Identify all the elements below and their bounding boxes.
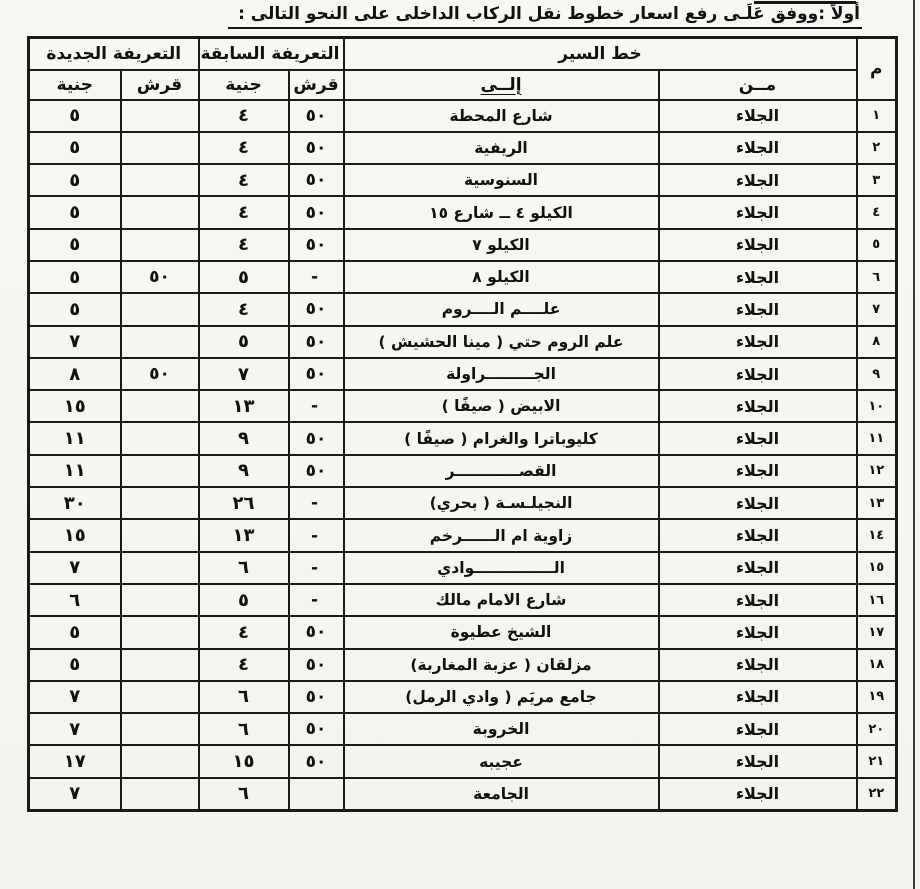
cell-to: السنوسية [344, 164, 659, 196]
cell-new-pounds: ٧ [28, 552, 120, 584]
cell-new-piasters [121, 164, 199, 196]
cell-from: الجلاء [659, 390, 857, 422]
table-row [28, 132, 896, 164]
cell-row-number: ١٠ [857, 390, 897, 422]
cell-prev-piasters: - [289, 552, 344, 584]
scan-page-edge-line [913, 0, 915, 889]
fares-table [27, 36, 898, 812]
cell-row-number: ٣ [857, 164, 897, 196]
cell-to: كليوباترا والغرام ( صيفًا ) [344, 422, 659, 454]
cell-new-piasters [121, 778, 199, 810]
cell-to: شارع المحطة [344, 100, 659, 132]
table-row [28, 616, 896, 648]
header-new-tariff: التعريفة الجديدة [28, 38, 198, 70]
cell-prev-pounds: ٢٦ [199, 487, 289, 519]
cell-from: الجلاء [659, 229, 857, 261]
cell-row-number: ١٢ [857, 455, 897, 487]
cell-new-pounds: ٥ [28, 616, 120, 648]
cell-new-piasters [121, 100, 199, 132]
cell-row-number: ٢١ [857, 745, 897, 777]
cell-new-pounds: ٦ [28, 584, 120, 616]
cell-to: زاوية ام الــــــرخم [344, 519, 659, 551]
cell-to: مزلقان ( عزبة المغاربة) [344, 649, 659, 681]
cell-to: النجيلـسـة ( بحري) [344, 487, 659, 519]
cell-from: الجلاء [659, 713, 857, 745]
cell-prev-pounds: ٤ [199, 229, 289, 261]
cell-new-pounds: ٧ [28, 681, 120, 713]
table-row [28, 778, 896, 810]
cell-prev-piasters: ٥٠ [289, 132, 344, 164]
cell-row-number: ٧ [857, 293, 897, 325]
cell-from: الجلاء [659, 164, 857, 196]
header-to: إلــى [344, 70, 659, 100]
cell-prev-pounds: ٧ [199, 358, 289, 390]
cell-from: الجلاء [659, 584, 857, 616]
cell-to: الـــــــــــــــوادي [344, 552, 659, 584]
cell-to: القصــــــــــــر [344, 455, 659, 487]
table-row [28, 164, 896, 196]
cell-prev-pounds: ٤ [199, 293, 289, 325]
header-route: خط السير [344, 38, 857, 70]
cell-from: الجلاء [659, 649, 857, 681]
cell-row-number: ١ [857, 100, 897, 132]
cell-prev-pounds: ٥ [199, 326, 289, 358]
cell-prev-pounds: ٤ [199, 132, 289, 164]
cell-prev-piasters: ٥٠ [289, 745, 344, 777]
cell-new-pounds: ٥ [28, 229, 120, 261]
cell-prev-piasters: ٥٠ [289, 164, 344, 196]
header-from: مــن [659, 70, 857, 100]
cell-prev-piasters: ٥٠ [289, 229, 344, 261]
cell-prev-pounds: ٤ [199, 100, 289, 132]
table-row [28, 293, 896, 325]
table-row [28, 713, 896, 745]
cell-new-pounds: ٥ [28, 649, 120, 681]
cell-prev-pounds: ٦ [199, 713, 289, 745]
table-row [28, 196, 896, 228]
cell-to: عجيبه [344, 745, 659, 777]
table-row [28, 358, 896, 390]
cell-to: الجـــــــــراولة [344, 358, 659, 390]
cell-new-pounds: ٥ [28, 132, 120, 164]
cell-new-piasters [121, 519, 199, 551]
cell-new-piasters [121, 584, 199, 616]
cell-new-pounds: ٥ [28, 164, 120, 196]
cell-row-number: ١٦ [857, 584, 897, 616]
cell-prev-pounds: ١٣ [199, 519, 289, 551]
cell-new-pounds: ١١ [28, 455, 120, 487]
cell-new-piasters [121, 552, 199, 584]
cell-prev-pounds: ٤ [199, 616, 289, 648]
cell-new-pounds: ٥ [28, 100, 120, 132]
cell-prev-piasters: ٥٠ [289, 455, 344, 487]
cell-from: الجلاء [659, 422, 857, 454]
cell-from: الجلاء [659, 681, 857, 713]
cell-new-pounds: ١٥ [28, 519, 120, 551]
table-row [28, 745, 896, 777]
cell-new-pounds: ١٥ [28, 390, 120, 422]
cell-prev-piasters: ٥٠ [289, 100, 344, 132]
cell-row-number: ١٤ [857, 519, 897, 551]
table-row [28, 487, 896, 519]
table-body [28, 100, 896, 811]
table-row [28, 100, 896, 132]
cell-row-number: ٥ [857, 229, 897, 261]
table-row [28, 519, 896, 551]
cell-prev-pounds: ٤ [199, 164, 289, 196]
cell-from: الجلاء [659, 196, 857, 228]
cell-prev-pounds: ١٣ [199, 390, 289, 422]
cell-new-piasters [121, 681, 199, 713]
cell-new-piasters [121, 487, 199, 519]
cell-new-piasters [121, 229, 199, 261]
cell-prev-pounds: ٩ [199, 455, 289, 487]
cell-row-number: ٩ [857, 358, 897, 390]
cell-row-number: ١٣ [857, 487, 897, 519]
cell-new-pounds: ٧ [28, 713, 120, 745]
cell-to: الكيلو ٨ [344, 261, 659, 293]
cell-prev-piasters: - [289, 584, 344, 616]
cell-from: الجلاء [659, 616, 857, 648]
table-row [28, 229, 896, 261]
cell-new-pounds: ٧ [28, 326, 120, 358]
table-header [28, 38, 896, 100]
cell-new-piasters [121, 132, 199, 164]
cell-to: علم الروم حتي ( مينا الحشيش ) [344, 326, 659, 358]
cell-new-piasters: ٥٠ [121, 358, 199, 390]
table-row [28, 681, 896, 713]
cell-prev-piasters: ٥٠ [289, 681, 344, 713]
cell-row-number: ١٧ [857, 616, 897, 648]
cell-prev-pounds: ٤ [199, 196, 289, 228]
cell-row-number: ٢٠ [857, 713, 897, 745]
cell-prev-pounds: ٥ [199, 584, 289, 616]
cell-from: الجلاء [659, 552, 857, 584]
cell-to: الشيخ عطيوة [344, 616, 659, 648]
cell-from: الجلاء [659, 778, 857, 810]
header-prev-pounds: جنية [199, 70, 289, 100]
cell-prev-piasters: ٥٠ [289, 713, 344, 745]
cell-row-number: ٢٢ [857, 778, 897, 810]
cell-from: الجلاء [659, 100, 857, 132]
cell-prev-piasters: ٥٠ [289, 293, 344, 325]
table-row [28, 584, 896, 616]
cell-prev-piasters: ٥٠ [289, 326, 344, 358]
cell-new-piasters [121, 293, 199, 325]
cell-from: الجلاء [659, 326, 857, 358]
cell-to: جامع مريَم ( وادي الرمل) [344, 681, 659, 713]
cell-new-piasters [121, 616, 199, 648]
cell-to: الكيلو ٤ ــ شارع ١٥ [344, 196, 659, 228]
cell-prev-pounds: ١٥ [199, 745, 289, 777]
cell-new-pounds: ١١ [28, 422, 120, 454]
table-row [28, 552, 896, 584]
cell-prev-pounds: ٦ [199, 778, 289, 810]
cell-new-pounds: ١٧ [28, 745, 120, 777]
header-new-pounds: جنية [28, 70, 120, 100]
cell-from: الجلاء [659, 745, 857, 777]
cell-prev-piasters: - [289, 390, 344, 422]
cell-new-piasters [121, 745, 199, 777]
cell-prev-piasters: - [289, 519, 344, 551]
cell-row-number: ٤ [857, 196, 897, 228]
cell-new-piasters [121, 713, 199, 745]
cell-new-pounds: ٨ [28, 358, 120, 390]
table-row [28, 261, 896, 293]
cell-new-piasters [121, 422, 199, 454]
cell-new-pounds: ٥ [28, 293, 120, 325]
cell-row-number: ١٥ [857, 552, 897, 584]
cell-new-piasters: ٥٠ [121, 261, 199, 293]
cell-new-piasters [121, 196, 199, 228]
cell-prev-pounds: ٥ [199, 261, 289, 293]
cell-prev-piasters: ٥٠ [289, 358, 344, 390]
table-row [28, 455, 896, 487]
cell-from: الجلاء [659, 261, 857, 293]
cell-from: الجلاء [659, 132, 857, 164]
cell-to: الابيض ( صيفًا ) [344, 390, 659, 422]
cell-prev-piasters: ٥٠ [289, 616, 344, 648]
cell-from: الجلاء [659, 358, 857, 390]
cell-prev-piasters [289, 778, 344, 810]
header-previous-tariff: التعريفة السابقة [199, 38, 344, 70]
header-index: م [857, 38, 897, 100]
header-prev-piasters: قرش [289, 70, 344, 100]
cell-from: الجلاء [659, 519, 857, 551]
cell-new-pounds: ٥ [28, 196, 120, 228]
cell-new-pounds: ٣٠ [28, 487, 120, 519]
cell-row-number: ٢ [857, 132, 897, 164]
cell-new-pounds: ٧ [28, 778, 120, 810]
document-title: أولاً :ووفق عَلَـى رفع اسعار خطوط نقل الركاب الداخلى على النحو التالى : [228, 4, 862, 29]
cell-prev-pounds: ٤ [199, 649, 289, 681]
cell-prev-piasters: ٥٠ [289, 649, 344, 681]
header-new-piasters: قرش [121, 70, 199, 100]
cell-to: الريفية [344, 132, 659, 164]
cell-row-number: ١٨ [857, 649, 897, 681]
cell-prev-piasters: ٥٠ [289, 422, 344, 454]
cell-new-piasters [121, 649, 199, 681]
cell-to: الجامعة [344, 778, 659, 810]
cell-prev-pounds: ٩ [199, 422, 289, 454]
cell-row-number: ١٩ [857, 681, 897, 713]
cell-to: علــــم الــــروم [344, 293, 659, 325]
cell-new-piasters [121, 326, 199, 358]
cell-to: الخروبة [344, 713, 659, 745]
cell-from: الجلاء [659, 455, 857, 487]
cell-prev-piasters: ٥٠ [289, 196, 344, 228]
table-row [28, 326, 896, 358]
cell-new-pounds: ٥ [28, 261, 120, 293]
cell-row-number: ٦ [857, 261, 897, 293]
cell-prev-piasters: - [289, 487, 344, 519]
cell-from: الجلاء [659, 293, 857, 325]
cell-prev-pounds: ٦ [199, 552, 289, 584]
cell-new-piasters [121, 455, 199, 487]
cell-to: الكيلو ٧ [344, 229, 659, 261]
table-row [28, 422, 896, 454]
cell-row-number: ٨ [857, 326, 897, 358]
table-row [28, 390, 896, 422]
cell-to: شارع الامام مالك [344, 584, 659, 616]
cell-new-piasters [121, 390, 199, 422]
cell-from: الجلاء [659, 487, 857, 519]
cell-row-number: ١١ [857, 422, 897, 454]
cell-prev-pounds: ٦ [199, 681, 289, 713]
cell-prev-piasters: - [289, 261, 344, 293]
table-row [28, 649, 896, 681]
